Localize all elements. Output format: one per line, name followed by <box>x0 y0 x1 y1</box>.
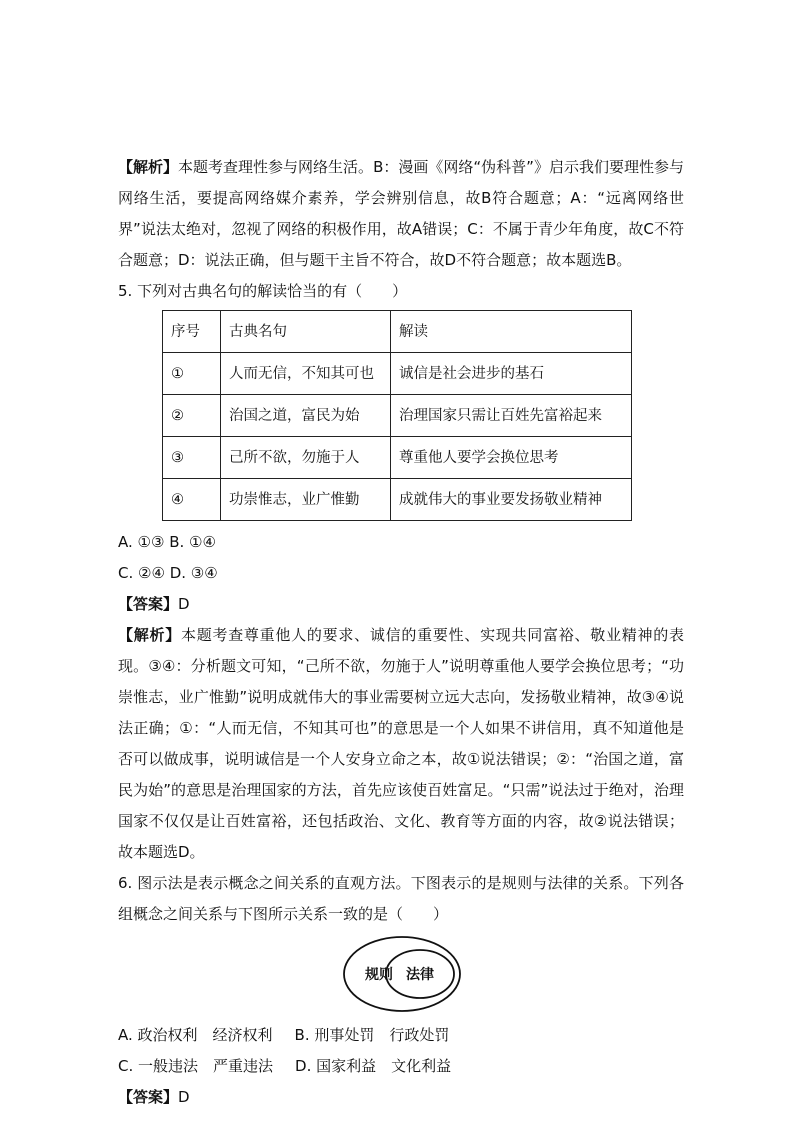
option-d: D. ③④ <box>169 564 218 582</box>
question-6-stem: 6. 图示法是表示概念之间关系的直观方法。下图表示的是规则与法律的关系。下列各组概念之间关系与下图所示关系一致的是（ ） <box>118 874 684 923</box>
table-cell: 己所不欲，勿施于人 <box>221 437 391 479</box>
question-6-options-cd <box>118 1051 684 1082</box>
question-5-analysis <box>118 620 684 868</box>
question-5-answer <box>118 589 684 620</box>
table-row <box>163 479 632 521</box>
table-header-cell: 解读 <box>391 311 632 353</box>
option-c: C. 一般违法 严重违法 <box>118 1057 274 1075</box>
option-d: D. 国家利益 文化利益 <box>295 1057 452 1075</box>
table-cell: 人而无信，不知其可也 <box>221 353 391 395</box>
option-a: A. 政治权利 经济权利 <box>118 1026 273 1044</box>
answer-value: D <box>178 595 190 613</box>
quote-table <box>162 310 632 521</box>
question-6-answer <box>118 1082 684 1113</box>
outer-ellipse <box>344 937 460 1011</box>
question-6-options-ab <box>118 1020 684 1051</box>
option-c: C. ②④ <box>118 564 165 582</box>
inner-label: 法律 <box>406 967 434 983</box>
table-row <box>163 353 632 395</box>
table-cell: ① <box>163 353 221 395</box>
analysis-tag: 【解析】 <box>118 626 181 644</box>
table-cell: 诚信是社会进步的基石 <box>391 353 632 395</box>
analysis-paragraph-1 <box>118 152 684 276</box>
question-5-stem: 5. 下列对古典名句的解读恰当的有（ ） <box>118 282 408 300</box>
table-row <box>163 395 632 437</box>
table-cell: ④ <box>163 479 221 521</box>
table-header-row <box>163 311 632 353</box>
answer-tag: 【答案】 <box>118 1088 179 1106</box>
answer-value: D <box>178 1088 190 1106</box>
venn-diagram <box>342 934 462 1014</box>
table-cell: 治国之道，富民为始 <box>221 395 391 437</box>
option-b: B. 刑事处罚 行政处罚 <box>294 1026 450 1044</box>
option-b: B. ①④ <box>169 533 216 551</box>
question-5-options-cd <box>118 558 684 589</box>
table-cell: 尊重他人要学会换位思考 <box>391 437 632 479</box>
table-header-cell: 古典名句 <box>221 311 391 353</box>
answer-tag: 【答案】 <box>118 595 179 613</box>
question-5-options-ab <box>118 527 684 558</box>
table-cell: 成就伟大的事业要发扬敬业精神 <box>391 479 632 521</box>
table-row <box>163 437 632 479</box>
concept-diagram <box>118 934 684 1016</box>
outer-label: 规则 <box>365 967 393 983</box>
option-a: A. ①③ <box>118 533 165 551</box>
table-cell: 治理国家只需让百姓先富裕起来 <box>391 395 632 437</box>
table-cell: 功崇惟志，业广惟勤 <box>221 479 391 521</box>
analysis-tag: 【解析】 <box>118 158 179 176</box>
table-cell: ② <box>163 395 221 437</box>
table-header-cell: 序号 <box>163 311 221 353</box>
analysis-text: 本题考查理性参与网络生活。B：漫画《网络“伪科普”》启示我们要理性参与网络生活，要提高网络媒介素养，学会辨别信息，故B符合题意；A：“远离网络世界”说法太绝对，忽视了网络的积极作用，故A错误；C：不属于青少年角度，故C不符合题意；D：说法正确，但与题干主旨不符合，故D不符合题意；故本题选B。 <box>118 158 684 269</box>
document-body <box>118 152 684 1113</box>
table-cell: ③ <box>163 437 221 479</box>
analysis-text: 本题考查尊重他人的要求、诚信的重要性、实现共同富裕、敬业精神的表现。③④：分析题文可知，“己所不欲，勿施于人”说明尊重他人要学会换位思考；“功崇惟志，业广惟勤”说明成就伟大的事业需要树立远大志向，发扬敬业精神，故③④说法正确；①：“人而无信，不知其可也”的意思是一个人如果不讲信用，真不知道他是否可以做成事，说明诚信是一个人安身立命之本，故①说法错误；②：“治国之道，富民为始”的意思是治理国家的方法，首先应该使百姓富足。“只需”说法过于绝对，治理国家不仅仅是让百姓富裕，还包括政治、文化、教育等方面的内容，故②说法错误；故本题选D。 <box>118 626 684 861</box>
